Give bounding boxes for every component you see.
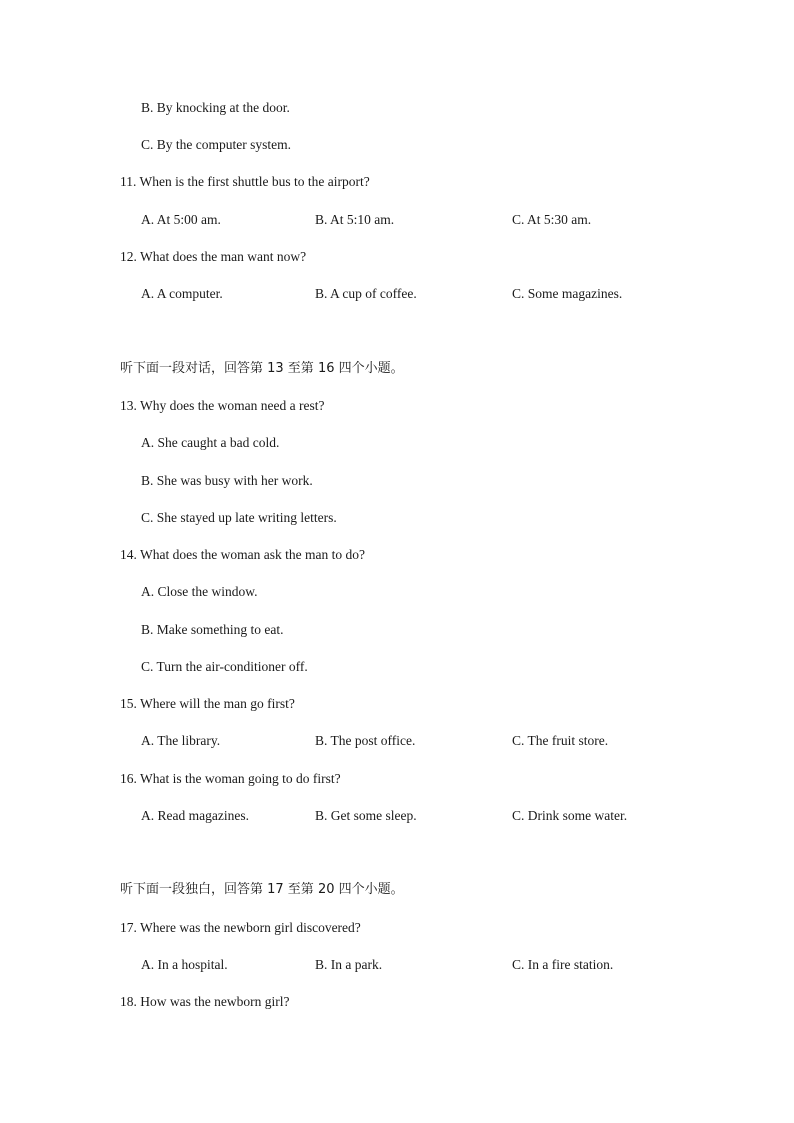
q14-option-a: A. Close the window. [141, 584, 258, 599]
q17-question: 17. Where was the newborn girl discovered? [120, 920, 361, 935]
q12-option-b: B. A cup of coffee. [315, 286, 417, 301]
q11-option-c: C. At 5:30 am. [512, 212, 592, 227]
q10-option-b: B. By knocking at the door. [141, 100, 290, 115]
q11-question: 11. When is the first shuttle bus to the airport? [120, 174, 370, 189]
q15-option-c: C. The fruit store. [512, 733, 609, 748]
q13-option-b: B. She was busy with her work. [141, 473, 313, 488]
q16-option-c: C. Drink some water. [512, 808, 628, 823]
q16-option-a: A. Read magazines. [141, 808, 249, 823]
section-heading-17-20: 听下面一段独白，回答第 17 至第 20 四个小题。 [120, 882, 404, 897]
q15-question: 15. Where will the man go first? [120, 696, 295, 711]
q12-question: 12. What does the man want now? [120, 249, 307, 264]
q13-option-c: C. She stayed up late writing letters. [141, 510, 337, 525]
q12-option-a: A. A computer. [141, 286, 223, 301]
q12-option-c: C. Some magazines. [512, 286, 623, 301]
q13-question: 13. Why does the woman need a rest? [120, 398, 325, 413]
q15-option-a: A. The library. [141, 733, 221, 748]
q16-option-b: B. Get some sleep. [315, 808, 417, 823]
q16-question: 16. What is the woman going to do first? [120, 771, 341, 786]
q17-option-a: A. In a hospital. [141, 957, 228, 972]
q10-option-c: C. By the computer system. [141, 137, 291, 152]
q14-question: 14. What does the woman ask the man to do? [120, 547, 365, 562]
q17-option-c: C. In a fire station. [512, 957, 614, 972]
q14-option-b: B. Make something to eat. [141, 622, 284, 637]
q13-option-a: A. She caught a bad cold. [141, 435, 280, 450]
section-heading-13-16: 听下面一段对话，回答第 13 至第 16 四个小题。 [120, 361, 404, 376]
q15-option-b: B. The post office. [315, 733, 416, 748]
q18-question: 18. How was the newborn girl? [120, 994, 290, 1009]
q17-option-b: B. In a park. [315, 957, 383, 972]
q11-option-b: B. At 5:10 am. [315, 212, 395, 227]
q11-option-a: A. At 5:00 am. [141, 212, 221, 227]
q14-option-c: C. Turn the air-conditioner off. [141, 659, 308, 674]
